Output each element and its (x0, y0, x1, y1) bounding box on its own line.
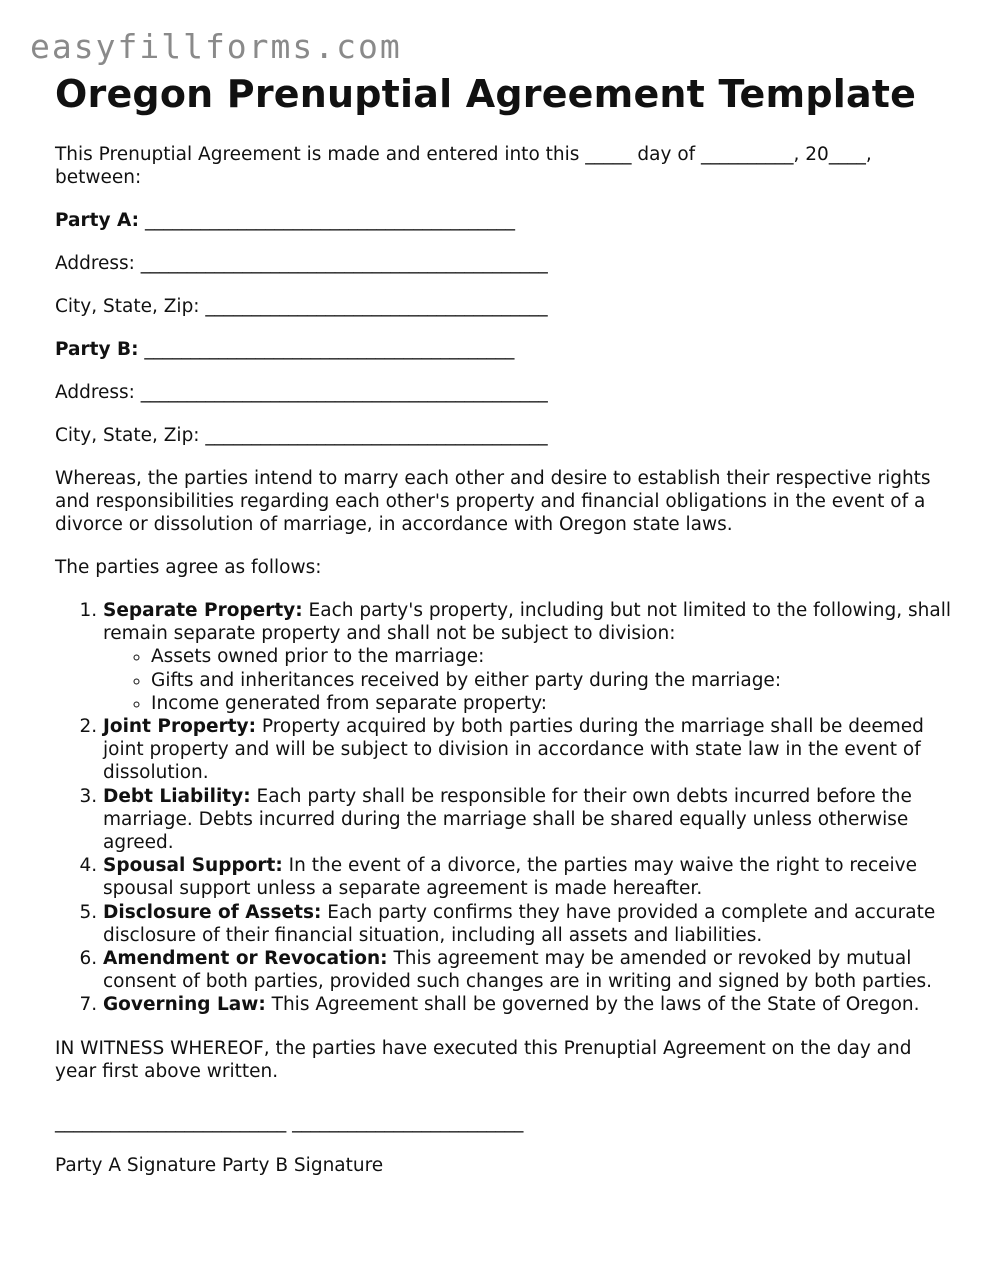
party-b-label: Party B: (55, 339, 139, 360)
party-b-name-field (55, 338, 955, 361)
whereas-paragraph: Whereas, the parties intend to marry each other and desire to establish their respective rights and responsibilities regarding each other's property and financial obligations in the event of a divorce or dissolution of marriage, in accordance with Oregon state laws. (55, 468, 931, 535)
party-a-name-field (55, 209, 955, 232)
party-b-city-field[interactable]: City, State, Zip: _____________________________________ (55, 425, 548, 446)
signature-lines[interactable]: _________________________ _________________________ (55, 1111, 524, 1133)
witness-paragraph: IN WITNESS WHEREOF, the parties have executed this Prenuptial Agreement on the day and year first above written. (55, 1037, 912, 1082)
clause-text: Each party's property, including but not limited to the following, shall remain separate property and shall not be subject to division: (103, 600, 952, 645)
signature-labels: Party A Signature Party B Signature (55, 1154, 384, 1176)
clause-text: This agreement may be amended or revoked by mutual consent of both parties, provided such changes are in writing and signed by both parties. (103, 948, 933, 993)
intro-paragraph: This Prenuptial Agreement is made and entered into this _____ day of __________, 20____, between: (55, 144, 872, 188)
clause-heading: Spousal Support: (103, 855, 283, 877)
sublist-item: ◦ Assets owned prior to the marriage: (151, 645, 955, 668)
document-title: Oregon Prenuptial Agreement Template (55, 72, 917, 116)
sublist-item: ◦ Income generated from separate property: (151, 692, 955, 715)
clause-list (55, 599, 955, 1017)
clause-item (103, 715, 955, 785)
watermark: easyfillforms.com (30, 27, 402, 66)
clause-item (103, 599, 955, 715)
clause-item (103, 993, 955, 1016)
clause-text: In the event of a divorce, the parties may waive the right to receive spousal support unless a separate agreement is made hereafter. (103, 855, 918, 900)
clause-item (103, 947, 955, 993)
party-a-name-line[interactable]: ________________________________________ (144, 210, 515, 231)
clause-text: Each party confirms they have provided a complete and accurate disclosure of their financial situation, including all assets and liabilities. (103, 901, 936, 946)
clause-item (103, 854, 955, 900)
sublist-item: ◦ Gifts and inheritances received by either party during the marriage: (151, 669, 955, 692)
party-a-address-field[interactable]: Address: ____________________________________________ (55, 253, 548, 274)
agree-intro: The parties agree as follows: (55, 557, 322, 578)
clause-heading: Separate Property: (103, 600, 303, 621)
clause-heading: Governing Law: (103, 994, 266, 1016)
clause-text: Each party shall be responsible for their own debts incurred before the marriage. Debts incurred during the marriage shall be shared equally unless otherwise agreed. (103, 785, 912, 854)
clause-heading: Joint Property: (103, 716, 256, 738)
document-body (55, 70, 955, 1177)
party-b-address-field[interactable]: Address: ____________________________________________ (55, 382, 548, 403)
clause-item (103, 901, 955, 947)
party-a-city-field[interactable]: City, State, Zip: _____________________________________ (55, 296, 548, 317)
clause-heading: Debt Liability: (103, 785, 251, 807)
clause-text: Property acquired by both parties during the marriage shall be deemed joint property and will be subject to division in accordance with state law in the event of dissolution. (103, 716, 924, 784)
separate-property-sublist (103, 645, 955, 715)
clause-text: This Agreement shall be governed by the laws of the State of Oregon. (271, 994, 920, 1016)
clause-item (103, 785, 955, 855)
party-b-name-line[interactable]: ________________________________________ (144, 339, 515, 360)
party-a-label: Party A: (55, 210, 140, 231)
clause-heading: Amendment or Revocation: (103, 948, 388, 970)
clause-heading: Disclosure of Assets: (103, 901, 322, 923)
